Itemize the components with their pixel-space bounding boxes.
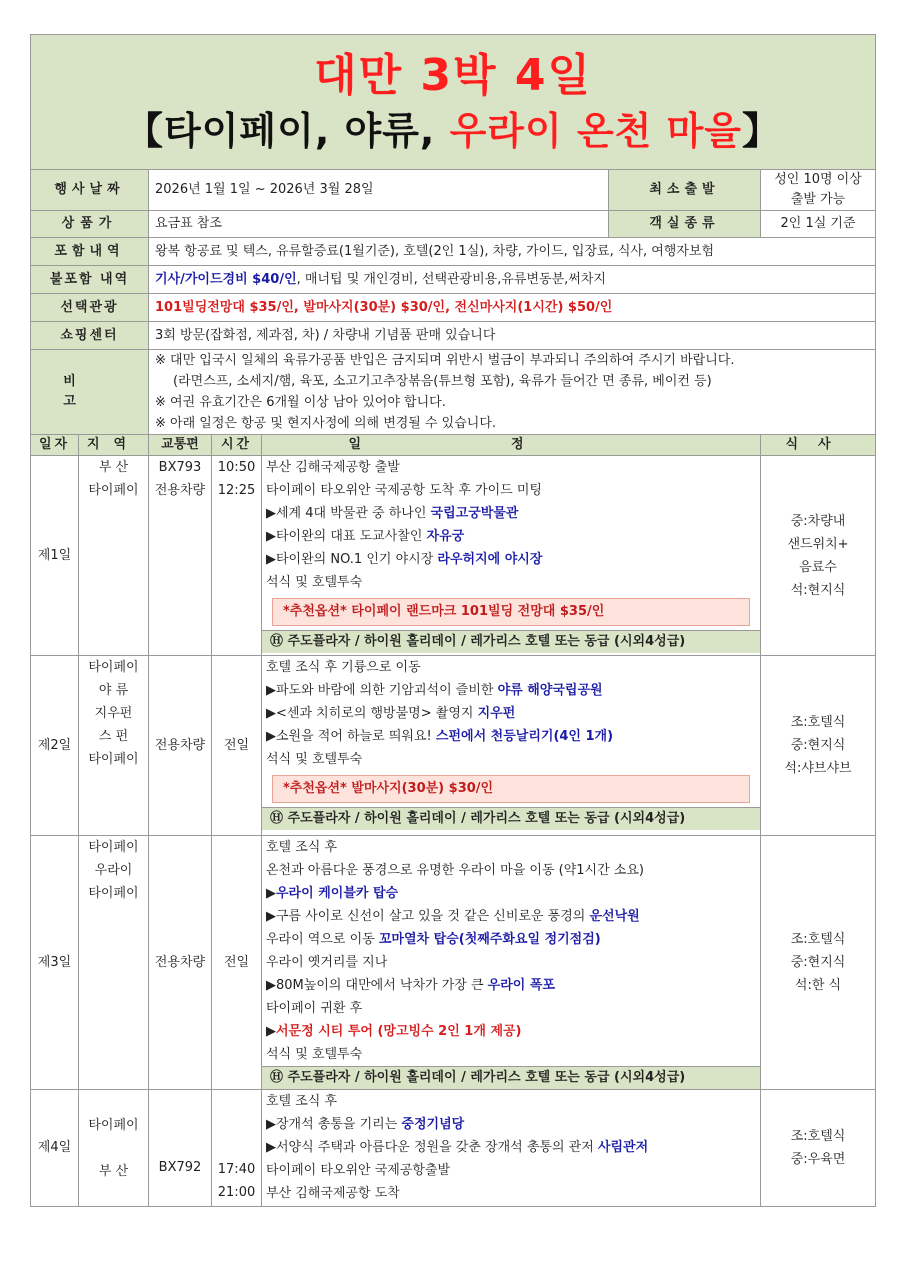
transport-cell: BX792 <box>149 1090 212 1207</box>
region-cell <box>79 656 149 836</box>
schedule-highlight: 스펀에서 천등날리기(4인 1개) <box>435 729 614 744</box>
region-name: 타이페이 <box>88 1117 139 1133</box>
schedule-highlight-red: 서문정 시티 투어 (망고빙수 2인 1개 제공) <box>276 1024 522 1039</box>
meal-cell <box>761 1090 876 1207</box>
schedule-line <box>266 748 756 771</box>
schedule-highlight: 야류 해양국립공원 <box>497 683 603 698</box>
region-name: 타이페이 <box>88 660 139 675</box>
schedule-line <box>266 905 756 928</box>
schedule-text: ▶<센과 치히로의 행방불명> 촬영지 <box>266 706 478 721</box>
schedule-line <box>266 679 756 702</box>
schedule-line <box>266 525 756 548</box>
remark-value <box>149 350 876 435</box>
schedule-line <box>266 928 756 951</box>
region-cell <box>79 836 149 1090</box>
schedule-text: 타이페이 타오위안 국제공항출발 <box>266 1163 451 1178</box>
schedule-text: 온천과 아름다운 풍경으로 유명한 우라이 마을 이동 (약1시간 소요) <box>266 863 644 878</box>
region-cell <box>79 456 149 656</box>
option-tour-label: 선택관광 <box>31 294 149 322</box>
day-row-3 <box>31 836 876 1090</box>
day-label: 제2일 <box>31 656 79 836</box>
region-name: 부 산 <box>98 460 129 475</box>
schedule-line <box>266 502 756 525</box>
room-type-value: 2인 1실 기준 <box>761 211 876 238</box>
transport-cell: 전용차량 <box>149 656 212 836</box>
exclude-guide-fee: 기사/가이드경비 $40/인 <box>155 272 297 287</box>
meal-line: 석:현지식 <box>790 582 846 598</box>
time-cell <box>212 456 262 656</box>
period-label: 행사날짜 <box>31 170 149 211</box>
schedule-text: ▶파도와 바람에 의한 기암괴석이 즐비한 <box>266 683 498 698</box>
time-value: 10:50 <box>217 460 256 475</box>
itinerary-main-table <box>30 34 876 1207</box>
schedule-line <box>266 725 756 748</box>
day-row-2 <box>31 656 876 836</box>
price-value: 요금표 참조 <box>149 211 609 238</box>
time-value: 12:25 <box>217 483 256 498</box>
schedule-text: ▶타이완의 대표 도교사찰인 <box>266 529 427 544</box>
schedule-text: ▶서양식 주택과 아름다운 정원을 갖춘 장개석 총통의 관저 <box>266 1140 598 1155</box>
region-name: 야 류 <box>98 683 129 698</box>
schedule-text: 타이페이 타오위안 국제공항 도착 후 가이드 미팅 <box>266 483 542 498</box>
transport-cell: 전용차량 <box>149 836 212 1090</box>
meal-cell <box>761 456 876 656</box>
day-label: 제3일 <box>31 836 79 1090</box>
include-label: 포함내역 <box>31 238 149 266</box>
exclude-rest: , 매너팁 및 개인경비, 선택관광비용,유류변동분,써차지 <box>296 272 606 287</box>
region-name: 타이페이 <box>88 840 139 855</box>
period-value: 2026년 1월 1일 ~ 2026년 3월 28일 <box>149 170 609 211</box>
time-value: 21:00 <box>217 1185 256 1200</box>
schedule-highlight: 지우펀 <box>477 706 516 721</box>
sub-title-highlight: 우라이 온천 마을 <box>449 109 743 153</box>
schedule-text: 타이페이 귀환 후 <box>266 1001 363 1016</box>
schedule-line <box>266 1020 756 1043</box>
meal-cell <box>761 656 876 836</box>
include-value: 왕복 항공료 및 텍스, 유류할증료(1월기준), 호텔(2인 1실), 차량, 가이드, 입장료, 식사, 여행자보험 <box>149 238 876 266</box>
meal-line: 조:호텔식 <box>790 932 846 947</box>
col-transport: 교통편 <box>149 435 212 456</box>
option-tour-value: 101빌딩전망대 $35/인, 발마사지(30분) $30/인, 전신마사지(1시간) $50/인 <box>149 294 876 322</box>
remark-line-4: ※ 아래 일정은 항공 및 현지사정에 의해 변경될 수 있습니다. <box>155 416 497 431</box>
meal-line: 석:샤브샤브 <box>784 761 852 776</box>
schedule-text: 우라이 역으로 이동 <box>266 932 379 947</box>
schedule-line <box>266 571 756 594</box>
sub-title <box>31 105 875 157</box>
schedule-highlight: 꼬마열차 탑승(첫째주화요일 정기점검) <box>378 932 601 947</box>
schedule-line <box>266 456 756 479</box>
schedule-cell <box>262 836 761 1090</box>
min-departure-value: 성인 10명 이상 출발 가능 <box>761 170 876 211</box>
meal-line: 중:현지식 <box>790 955 846 970</box>
meal-cell <box>761 836 876 1090</box>
time-cell: 전일 <box>212 656 262 836</box>
schedule-line <box>266 1043 756 1066</box>
schedule-text: 석식 및 호텔투숙 <box>266 1047 363 1062</box>
remark-line-1: ※ 대만 입국시 일체의 육류가공품 반입은 금지되며 위반시 벌금이 부과되니 주의하여 주시기 바랍니다. <box>155 353 735 368</box>
room-type-label: 객실종류 <box>609 211 761 238</box>
schedule-text: 석식 및 호텔투숙 <box>266 575 363 590</box>
schedule-text: ▶구름 사이로 신선이 살고 있을 것 같은 신비로운 풍경의 <box>266 909 590 924</box>
price-label: 상품가 <box>31 211 149 238</box>
schedule-text: 호텔 조식 후 <box>266 840 338 855</box>
meal-line: 샌드위치+ <box>787 536 849 552</box>
meal-line: 음료수 <box>799 559 837 575</box>
remark-line-3: ※ 여권 유효기간은 6개월 이상 남아 있어야 합니다. <box>155 395 446 410</box>
shopping-value: 3회 방문(잡화점, 제과점, 차) / 차량내 기념품 판매 있습니다 <box>149 322 876 350</box>
region-name: 타이페이 <box>88 483 139 498</box>
exclude-value <box>149 266 876 294</box>
schedule-line <box>266 1136 756 1159</box>
schedule-highlight: 라우허지에 야시장 <box>437 552 543 567</box>
schedule-highlight: 국립고궁박물관 <box>430 506 519 521</box>
meal-line: 중:차량내 <box>790 513 846 529</box>
schedule-line <box>266 1113 756 1136</box>
time-value: 17:40 <box>217 1162 256 1177</box>
schedule-cell <box>262 1090 761 1207</box>
schedule-line <box>266 548 756 571</box>
schedule-text: ▶장개석 총통을 기리는 <box>266 1117 402 1132</box>
col-time: 시간 <box>212 435 262 456</box>
schedule-highlight: 자유궁 <box>426 529 465 544</box>
time-cell <box>212 1090 262 1207</box>
schedule-highlight: 중정기념당 <box>401 1117 465 1132</box>
col-meal: 식사 <box>761 435 876 456</box>
schedule-highlight: 우라이 케이블카 탑승 <box>276 886 399 901</box>
schedule-line <box>266 1182 756 1205</box>
meal-line: 조:호텔식 <box>790 715 846 730</box>
recommended-option: *추천옵션* 타이페이 랜드마크 101빌딩 전망대 $35/인 <box>272 598 750 626</box>
title-banner <box>31 35 876 170</box>
day-row-4 <box>31 1090 876 1207</box>
schedule-line <box>266 951 756 974</box>
region-name: 타이페이 <box>88 886 139 901</box>
vehicle: 전용차량 <box>154 483 206 498</box>
meal-line: 석:한 식 <box>794 978 842 993</box>
schedule-text: 부산 김해국제공항 출발 <box>266 460 400 475</box>
region-name: 스 펀 <box>98 729 129 744</box>
col-schedule: 일정 <box>262 435 761 456</box>
remark-label: 비 고 <box>31 350 149 435</box>
region-name: 지우펀 <box>94 706 133 721</box>
schedule-line <box>266 997 756 1020</box>
schedule-cell <box>262 456 761 656</box>
schedule-text: ▶80M높이의 대만에서 낙차가 가장 큰 <box>266 978 488 993</box>
transport-cell <box>149 456 212 656</box>
recommended-option: *추천옵션* 발마사지(30분) $30/인 <box>272 775 750 803</box>
day-label: 제4일 <box>31 1090 79 1207</box>
hotel-info: Ⓗ 주도플라자 / 하이원 홀리데이 / 레가리스 호텔 또는 동급 (시외4성급) <box>262 630 760 653</box>
schedule-text: 부산 김해국제공항 도착 <box>266 1186 400 1201</box>
schedule-text: ▶ <box>266 886 276 901</box>
remark-line-2: (라면스프, 소세지/햄, 육포, 소고기고추장볶음(튜브형 포함), 육류가 들어간 면 종류, 베이컨 등) <box>173 374 712 389</box>
schedule-line <box>266 1090 756 1113</box>
schedule-cell <box>262 656 761 836</box>
region-cell <box>79 1090 149 1207</box>
day-label: 제1일 <box>31 456 79 656</box>
schedule-text: 호텔 조식 후 <box>266 1094 338 1109</box>
schedule-text: ▶타이완의 NO.1 인기 야시장 <box>266 552 438 567</box>
schedule-line <box>266 836 756 859</box>
hotel-info: Ⓗ 주도플라자 / 하이원 홀리데이 / 레가리스 호텔 또는 동급 (시외4성급) <box>262 1066 760 1089</box>
schedule-line <box>266 1159 756 1182</box>
meal-line: 중:현지식 <box>790 738 846 753</box>
schedule-highlight: 사림관저 <box>597 1140 649 1155</box>
meal-line: 조:호텔식 <box>790 1129 846 1144</box>
sub-title-open: 【타이페이, 야류, <box>125 109 450 153</box>
schedule-line <box>266 859 756 882</box>
day-row-1 <box>31 456 876 656</box>
schedule-line <box>266 882 756 905</box>
schedule-text: 석식 및 호텔투숙 <box>266 752 363 767</box>
time-cell: 전일 <box>212 836 262 1090</box>
col-region: 지역 <box>79 435 149 456</box>
flight-number: BX793 <box>158 460 202 475</box>
sub-title-close: 】 <box>742 109 782 153</box>
meal-line: 중:우육면 <box>790 1152 846 1167</box>
schedule-text: ▶ <box>266 1024 276 1039</box>
schedule-line <box>266 479 756 502</box>
schedule-text: 우라이 옛거리를 지나 <box>266 955 388 970</box>
schedule-highlight: 운선낙원 <box>589 909 640 924</box>
col-day: 일자 <box>31 435 79 456</box>
exclude-label: 불포함 내역 <box>31 266 149 294</box>
shopping-label: 쇼핑센터 <box>31 322 149 350</box>
schedule-text: ▶소원을 적어 하늘로 띄워요! <box>266 729 436 744</box>
schedule-text: ▶세계 4대 박물관 중 하나인 <box>266 506 431 521</box>
region-name: 우라이 <box>94 863 133 878</box>
min-departure-label: 최소출발 <box>609 170 761 211</box>
schedule-highlight: 우라이 폭포 <box>487 978 555 993</box>
schedule-line <box>266 702 756 725</box>
itinerary-document-body <box>30 34 875 1207</box>
hotel-info: Ⓗ 주도플라자 / 하이원 홀리데이 / 레가리스 호텔 또는 동급 (시외4성급) <box>262 807 760 830</box>
schedule-text: 호텔 조식 후 기륭으로 이동 <box>266 660 421 675</box>
region-name: 부 산 <box>98 1163 129 1179</box>
schedule-line <box>266 656 756 679</box>
main-title: 대만 3박 4일 <box>314 50 592 101</box>
region-name: 타이페이 <box>88 752 139 767</box>
schedule-line <box>266 974 756 997</box>
